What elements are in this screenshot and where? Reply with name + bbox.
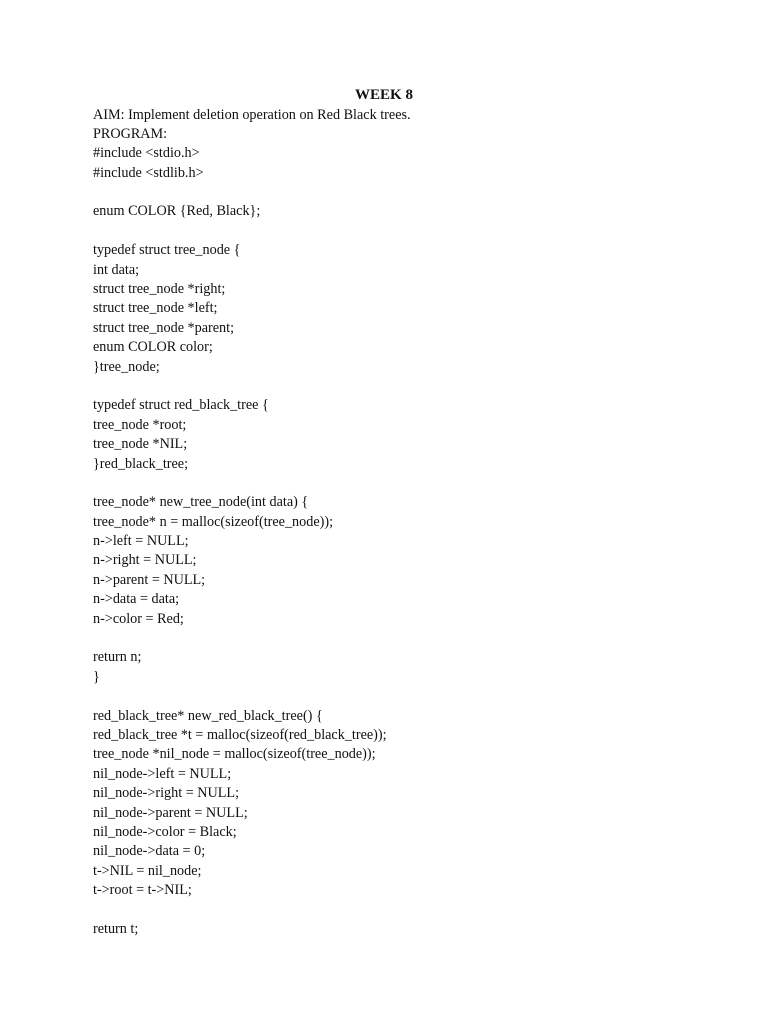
code-line: nil_node->color = Black;	[93, 823, 237, 840]
code-line: n->data = data;	[93, 591, 180, 608]
code-line: n->color = Red;	[93, 610, 184, 627]
blank-line	[93, 629, 733, 648]
aim-line: AIM: Implement deletion operation on Red Black trees.	[93, 106, 411, 123]
program-label: PROGRAM:	[93, 125, 168, 142]
code-line: nil_node->left = NULL;	[93, 765, 232, 782]
code-line: int data;	[93, 261, 140, 278]
code-line: t->root = t->NIL;	[93, 882, 192, 899]
code-line: n->parent = NULL;	[93, 571, 206, 588]
code-line: struct tree_node *parent;	[93, 319, 235, 336]
document-body	[93, 106, 733, 940]
code-line: t->NIL = nil_node;	[93, 862, 202, 879]
code-line: return n;	[93, 649, 142, 666]
blank-line	[93, 222, 733, 241]
code-line: }tree_node;	[93, 358, 160, 375]
code-line: #include <stdlib.h>	[93, 164, 204, 181]
code-line: typedef struct tree_node {	[93, 242, 241, 259]
code-line: tree_node* n = malloc(sizeof(tree_node));	[93, 513, 334, 530]
code-line: enum COLOR {Red, Black};	[93, 203, 261, 220]
code-line: n->right = NULL;	[93, 552, 197, 569]
code-line: return t;	[93, 920, 139, 937]
code-line: nil_node->data = 0;	[93, 843, 206, 860]
blank-line	[93, 183, 733, 202]
page-title-text: WEEK 8	[355, 87, 413, 103]
blank-line	[93, 901, 733, 920]
code-line: }red_black_tree;	[93, 455, 189, 472]
code-line: tree_node *root;	[93, 416, 187, 433]
code-line: red_black_tree *t = malloc(sizeof(red_black_tree));	[93, 727, 387, 743]
code-line: enum COLOR color;	[93, 339, 213, 356]
code-line: nil_node->parent = NULL;	[93, 804, 248, 821]
code-line: }	[93, 668, 100, 685]
code-line: #include <stdio.h>	[93, 145, 200, 162]
code-line: tree_node *nil_node = malloc(sizeof(tree_node));	[93, 746, 376, 763]
page-title	[0, 86, 768, 105]
code-line: red_black_tree* new_red_black_tree() {	[93, 707, 323, 724]
blank-line	[93, 687, 733, 706]
code-line: typedef struct red_black_tree {	[93, 397, 269, 414]
code-line: n->left = NULL;	[93, 533, 189, 550]
blank-line	[93, 377, 733, 396]
code-line: struct tree_node *right;	[93, 281, 226, 298]
code-line: nil_node->right = NULL;	[93, 785, 240, 802]
code-line: struct tree_node *left;	[93, 300, 218, 317]
blank-line	[93, 474, 733, 493]
code-line: tree_node *NIL;	[93, 436, 188, 453]
code-line: tree_node* new_tree_node(int data) {	[93, 494, 309, 511]
